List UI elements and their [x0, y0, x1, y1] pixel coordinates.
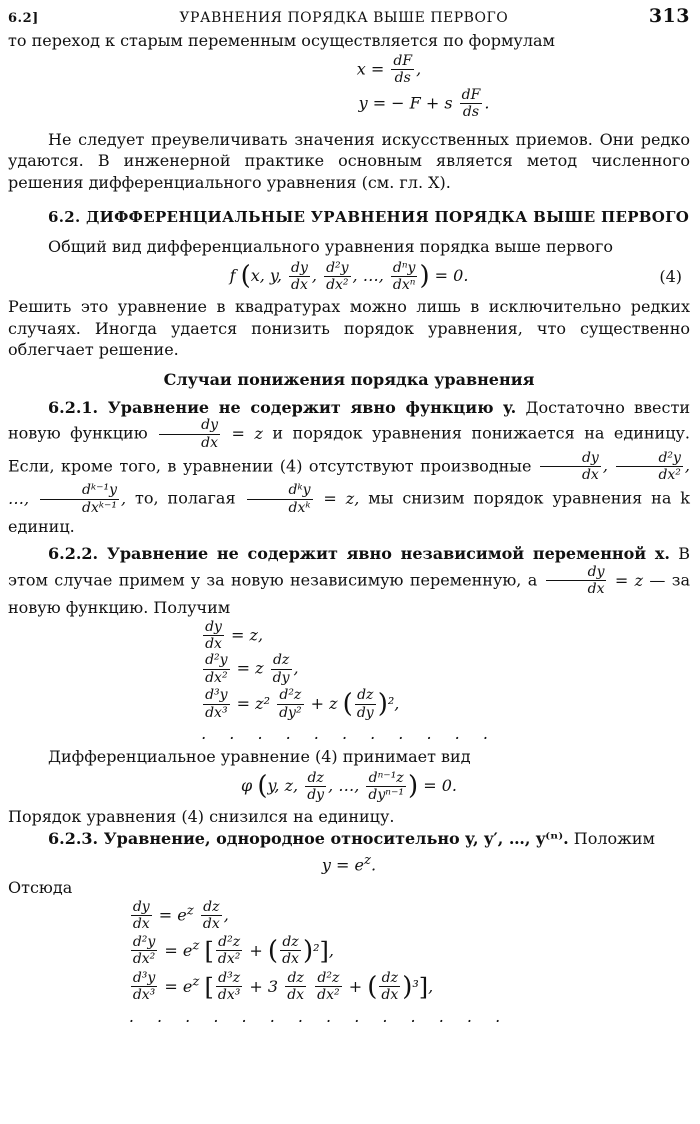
equation-number-4: (4): [659, 266, 682, 286]
equation-x-formula: x = $\frac{dF}{ds}$ ,: [356, 52, 422, 86]
subsection-heading: Случаи понижения порядка уравнения: [163, 370, 535, 390]
header-section: 6.2]: [8, 11, 39, 26]
section-6-2-3-title: 6.2.3. Уравнение, однородное относительно y, y′, …, y⁽ⁿ⁾.: [48, 828, 569, 848]
equation-y-exp: $y = e^z$.: [321, 852, 377, 874]
paragraph-takes-form: Дифференциальное уравнение (4) принимает вид: [48, 746, 471, 766]
equations-block-6-2-2: $\frac{dy}{dx}$ = z, $\frac{\text{d²y}}{\text{dx²}}$ = z $\frac{dz}{dy}$ , $\frac{\text{d³y}}{\text{dx³}}$ = z² $\frac{\text{d²z}}{\text{dy²}}$ + z ( $\frac{dz}{dy}$ )², . . . . . . . . . . .: [201, 618, 497, 744]
section-6-2-2: 6.2.2. Уравнение не содержит явно независимой переменной x. В этом случае примем y за новую независимую переменную, а $\frac{dy}{dx}$ = z — за новую функцию. Получим: [8, 544, 691, 618]
paragraph-order-reduced: Порядок уравнения (4) снизился на единицу.: [8, 807, 395, 827]
paragraph-artificial-methods: Не следует преувеличивать значения искусственных приемов. Они редко удаются. В инженерной практике основным является метод численного решения дифференциального уравнения (см. гл. X).: [8, 129, 690, 192]
paragraph-hence: Отсюда: [8, 878, 73, 898]
section-6-2-1: 6.2.1. Уравнение не содержит явно функцию y. Достаточно ввести новую функцию $\frac{dy}{dx}$ = z и порядок уравнения понижается на единицу. Если, кроме того, в уравнении (4) отсутствуют производные $\frac{dy}{dx}$ , $\frac{\text{d²y}}{\text{dx²}}$ , …, $\frac{\text{dᵏ⁻¹y}}{\text{dxᵏ⁻¹}}$ , то, полагая $\frac{\text{dᵏy}}{\text{dxᵏ}}$ = z, мы снизим порядок уравнения на k единиц.: [8, 397, 691, 536]
section-6-2-3: 6.2.3. Уравнение, однородное относительно y, y′, …, y⁽ⁿ⁾. Положим: [48, 828, 655, 848]
equations-block-6-2-3: $\frac{dy}{dx}$ = $e^z$ $\frac{dz}{dx}$ , $\frac{\text{d²y}}{\text{dx²}}$ = $e^z$ [ $\frac{\text{d²z}}{\text{dx²}}$ + ( $\frac{dz}{dx}$ )²], $\frac{\text{d³y}}{\text{dx³}}$ = $e^z$ [ $\frac{\text{d³z}}{\text{dx³}}$ + 3 $\frac{dz}{dx}$ $\frac{\text{d²z}}{\text{dx²}}$ + ( $\frac{dz}{dx}$ )³], . . . . . . . . . . . . . .: [128, 899, 510, 1026]
paragraph-general-form: Общий вид дифференциального уравнения порядка выше первого: [48, 236, 613, 256]
section-title: 6.2. ДИФФЕРЕНЦИАЛЬНЫЕ УРАВНЕНИЯ ПОРЯДКА ВЫШЕ ПЕРВОГО: [48, 208, 690, 227]
running-header: [8, 4, 690, 30]
equation-4: f (x, y, $\frac{dy}{dx}$ , $\frac{\text{d²y}}{\text{dx²}}$ , …, $\frac{\text{dⁿy}}{\text{dxⁿ}}$ ) = 0. (4): [229, 259, 682, 293]
header-title: УРАВНЕНИЯ ПОРЯДКА ВЫШЕ ПЕРВОГО: [179, 10, 509, 26]
intro-text: то переход к старым переменным осуществляется по формулам: [8, 31, 555, 50]
page-number: 313: [648, 5, 690, 27]
paragraph-quadratures: Решить это уравнение в квадратурах можно лишь в исключительно редких случаях. Иногда удается понизить порядок уравнения, что существенно облегчает решение.: [8, 297, 690, 360]
equation-y-formula: y = − F + s $\frac{dF}{ds}$ .: [358, 87, 490, 121]
equation-phi: φ (y, z, $\frac{dz}{dy}$ , …, $\frac{\text{dⁿ⁻¹z}}{\text{dyⁿ⁻¹}}$ ) = 0.: [241, 769, 457, 803]
section-6-2-1-title: 6.2.1. Уравнение не содержит явно функцию y.: [48, 397, 517, 417]
section-6-2-2-title: 6.2.2. Уравнение не содержит явно независимой переменной x.: [48, 544, 670, 564]
